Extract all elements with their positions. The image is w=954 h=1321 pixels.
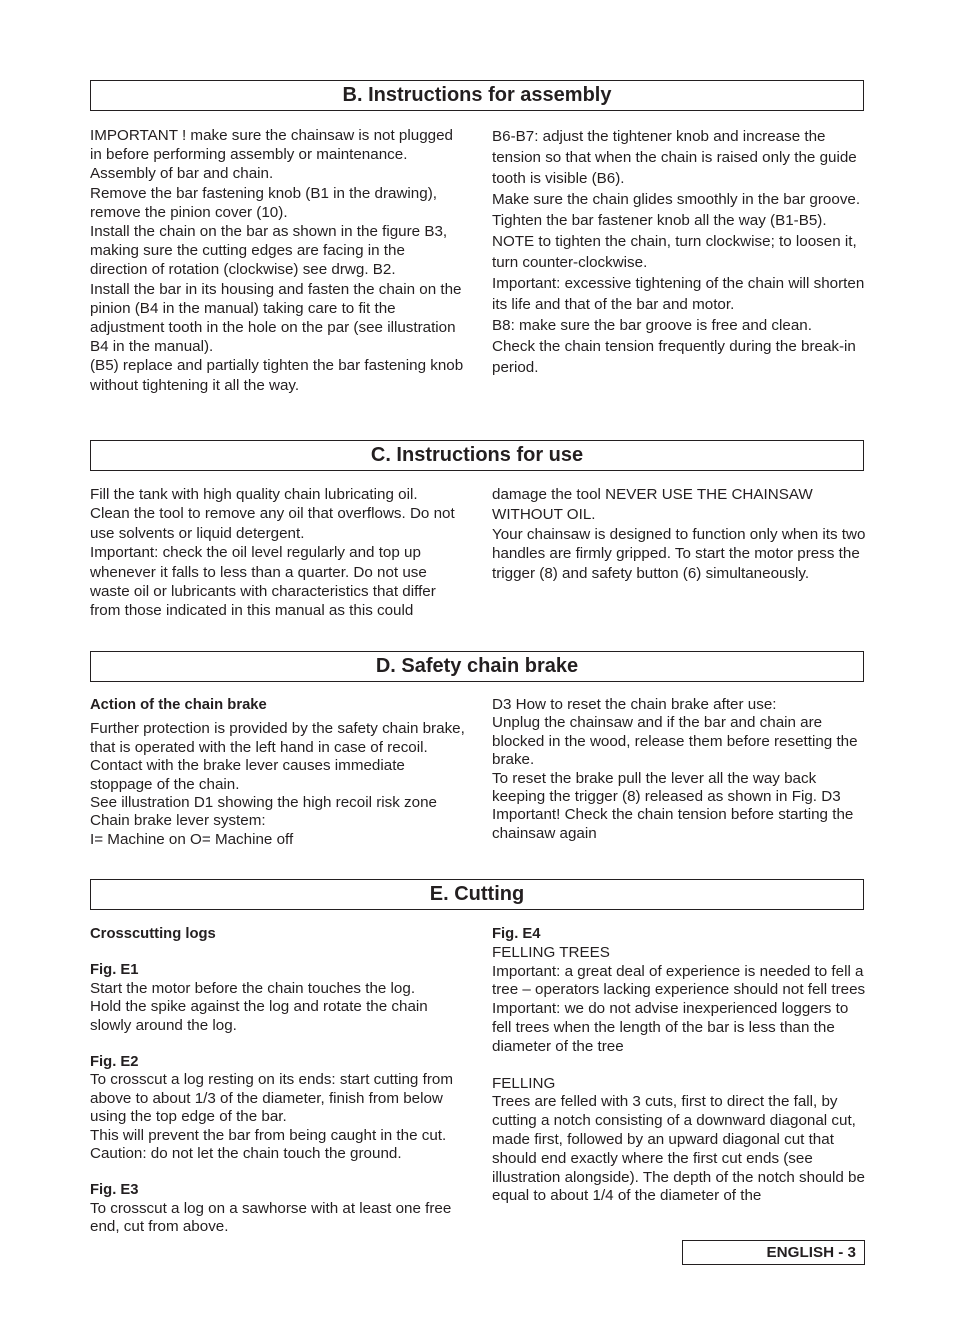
paragraph: See illustration D1 showing the high recoil risk zone [90,794,437,812]
paragraph: Remove the bar fastening knob (B1 in the drawing), remove the pinion cover (10). [90,184,437,221]
section-b-right-column [492,126,867,378]
section-b-left-column [90,126,465,395]
subheading: Crosscutting logs [90,926,216,942]
paragraph: Clean the tool to remove any oil that overflows. Do not use solvents or liquid detergent. [90,505,455,542]
paragraph: Make sure the chain glides smoothly in the bar groove. [492,191,861,208]
paragraph: B8: make sure the bar groove is free and clean. [492,317,812,334]
section-d-right-column [492,696,867,843]
paragraph: FELLING TREES [492,943,610,961]
paragraph: B6-B7: adjust the tightener knob and increase the tension so that when the chain is raised only the guide tooth is visible (B6). [492,128,857,187]
paragraph: Chain brake lever system: [90,812,266,830]
figure-heading: Fig. E1 [90,962,139,979]
paragraph: Unplug the chainsaw and if the bar and chain are blocked in the wood, release them before resetting the brake. [492,714,858,769]
section-e-left-column [90,925,465,1237]
paragraph: Fill the tank with high quality chain lubricating oil. [90,486,418,503]
paragraph: Tighten the bar fastener knob all the way (B1-B5). [492,212,827,229]
section-c-title: C. Instructions for use [90,440,864,471]
section-c-left-column [90,485,465,621]
paragraph: (B5) replace and partially tighten the bar fastening knob without tightening it all the way. [90,357,464,394]
paragraph: Important: excessive tightening of the chain will shorten its life and that of the bar and motor. [492,275,865,313]
paragraph: To reset the brake pull the lever all the way back keeping the trigger (8) released as shown in Fig. D3 [492,769,841,806]
paragraph: Important: a great deal of experience is needed to fell a tree – operators lacking experience should not fell trees [492,962,866,999]
paragraph: To crosscut a log on a sawhorse with at least one free end, cut from above. [90,1199,452,1236]
paragraph: Important: we do not advise inexperienced loggers to fell trees when the length of the bar is less than the diameter of the tree [492,1000,849,1055]
paragraph: FELLING [492,1074,556,1092]
paragraph: Check the chain tension frequently during the break-in period. [492,338,856,376]
subheading: Action of the chain brake [90,697,267,713]
section-d-title: D. Safety chain brake [90,651,864,682]
paragraph: Install the bar in its housing and fasten the chain on the pinion (B4 in the manual) taking care to fit the adjustment tooth in the hole on the par (see illustration B4 in the manual). [90,280,462,356]
paragraph: Further protection is provided by the safety chain brake, that is operated with the left hand in case of recoil. Contact with the brake lever causes immediate stoppage of the chain. [90,720,465,793]
paragraph: Hold the spike against the log and rotate the chain slowly around the log. [90,998,428,1034]
paragraph: Install the chain on the bar as shown in the figure B3, making sure the cutting edges are facing in the direction of rotation (clockwise) see drwg. B2. [90,223,448,279]
paragraph: Trees are felled with 3 cuts, first to direct the fall, by cutting a notch consisting of a downward diagonal cut, made first, followed by an upward diagonal cut that should end exactly where the first cut ends (see illustration alongside). The depth of the notch should be equal to about 1/4 of the diameter of the [492,1093,865,1205]
paragraph: Start the motor before the chain touches the log. [90,979,416,997]
figure-heading: Fig. E3 [90,1182,139,1199]
paragraph: Assembly of bar and chain. [90,165,274,183]
section-c-right-column [492,485,867,584]
section-e-title: E. Cutting [90,879,864,910]
paragraph: Important! Check the chain tension before starting the chainsaw again [492,806,854,842]
figure-heading: Fig. E4 [492,926,541,942]
section-b-title: B. Instructions for assembly [90,80,864,111]
paragraph: To crosscut a log resting on its ends: start cutting from above to about 1/3 of the diameter, finish from below using the top edge of the bar. [90,1071,453,1126]
paragraph: D3 How to reset the chain brake after use: [492,696,777,713]
paragraph: Caution: do not let the chain touch the ground. [90,1145,402,1163]
paragraph: IMPORTANT ! make sure the chainsaw is not plugged in before performing assembly or maintenance. [90,127,453,164]
paragraph: This will prevent the bar from being caught in the cut. [90,1126,447,1144]
page-footer-label: ENGLISH - 3 [682,1240,865,1265]
paragraph: NOTE to tighten the chain, turn clockwise; to loosen it, turn counter-clockwise. [492,233,857,271]
paragraph: I= Machine on O= Machine off [90,830,294,848]
paragraph: Your chainsaw is designed to function only when its two handles are firmly gripped. To start the motor press the trigger (8) and safety button (6) simultaneously. [492,525,866,583]
paragraph: Important: check the oil level regularly and top up whenever it falls to less than a quarter. Do not use waste oil or lubricants with characteristics that differ from those indicated in this manual as this could [90,544,436,620]
paragraph: damage the tool NEVER USE THE CHAINSAW WITHOUT OIL. [492,486,813,523]
section-e-right-column [492,925,867,1206]
section-d-left-column [90,696,465,849]
figure-heading: Fig. E2 [90,1054,139,1071]
